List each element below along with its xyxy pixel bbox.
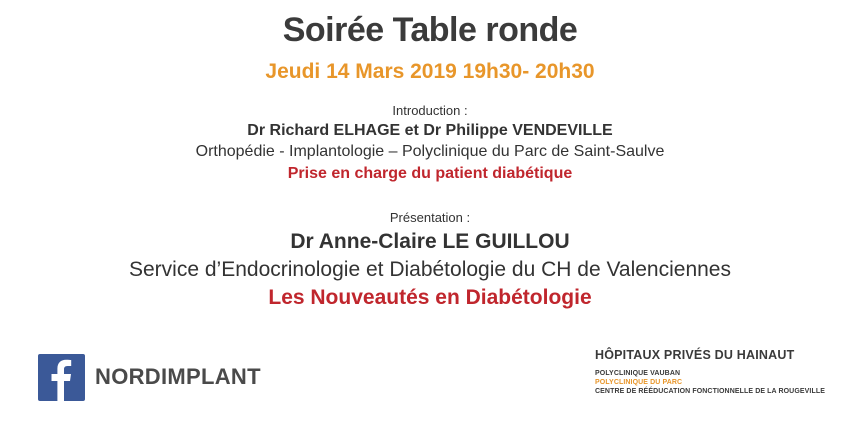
hospital-line-rougeville: CENTRE DE RÉÉDUCATION FONCTIONNELLE DE LA ROUGEVILLE [595,388,825,395]
facebook-page-name[interactable]: NORDIMPLANT [95,364,261,389]
hospital-logo [595,348,845,396]
hospital-group-title: HÔPITAUX PRIVÉS DU HAINAUT [595,348,795,362]
hospital-line-parc: POLYCLINIQUE DU PARC [595,379,683,386]
facebook-icon[interactable] [38,354,85,401]
event-title: Soirée Table ronde [282,11,578,49]
introduction-label: Introduction : [392,103,468,118]
introduction-affiliation: Orthopédie - Implantologie – Polyclinique du Parc de Saint-Saulve [195,143,665,160]
event-date: Jeudi 14 Mars 2019 19h30- 20h30 [265,60,595,83]
presentation-affiliation: Service d’Endocrinologie et Diabétologie du CH de Valenciennes [129,258,731,281]
presentation-speaker: Dr Anne-Claire LE GUILLOU [290,230,570,253]
introduction-speakers: Dr Richard ELHAGE et Dr Philippe VENDEVILLE [247,122,613,139]
facebook-link[interactable] [38,353,261,401]
presentation-label: Présentation : [389,210,471,225]
presentation-topic: Les Nouveautés en Diabétologie [268,286,592,309]
introduction-topic: Prise en charge du patient diabétique [287,165,573,182]
hospital-line-vauban: POLYCLINIQUE VAUBAN [595,370,681,377]
